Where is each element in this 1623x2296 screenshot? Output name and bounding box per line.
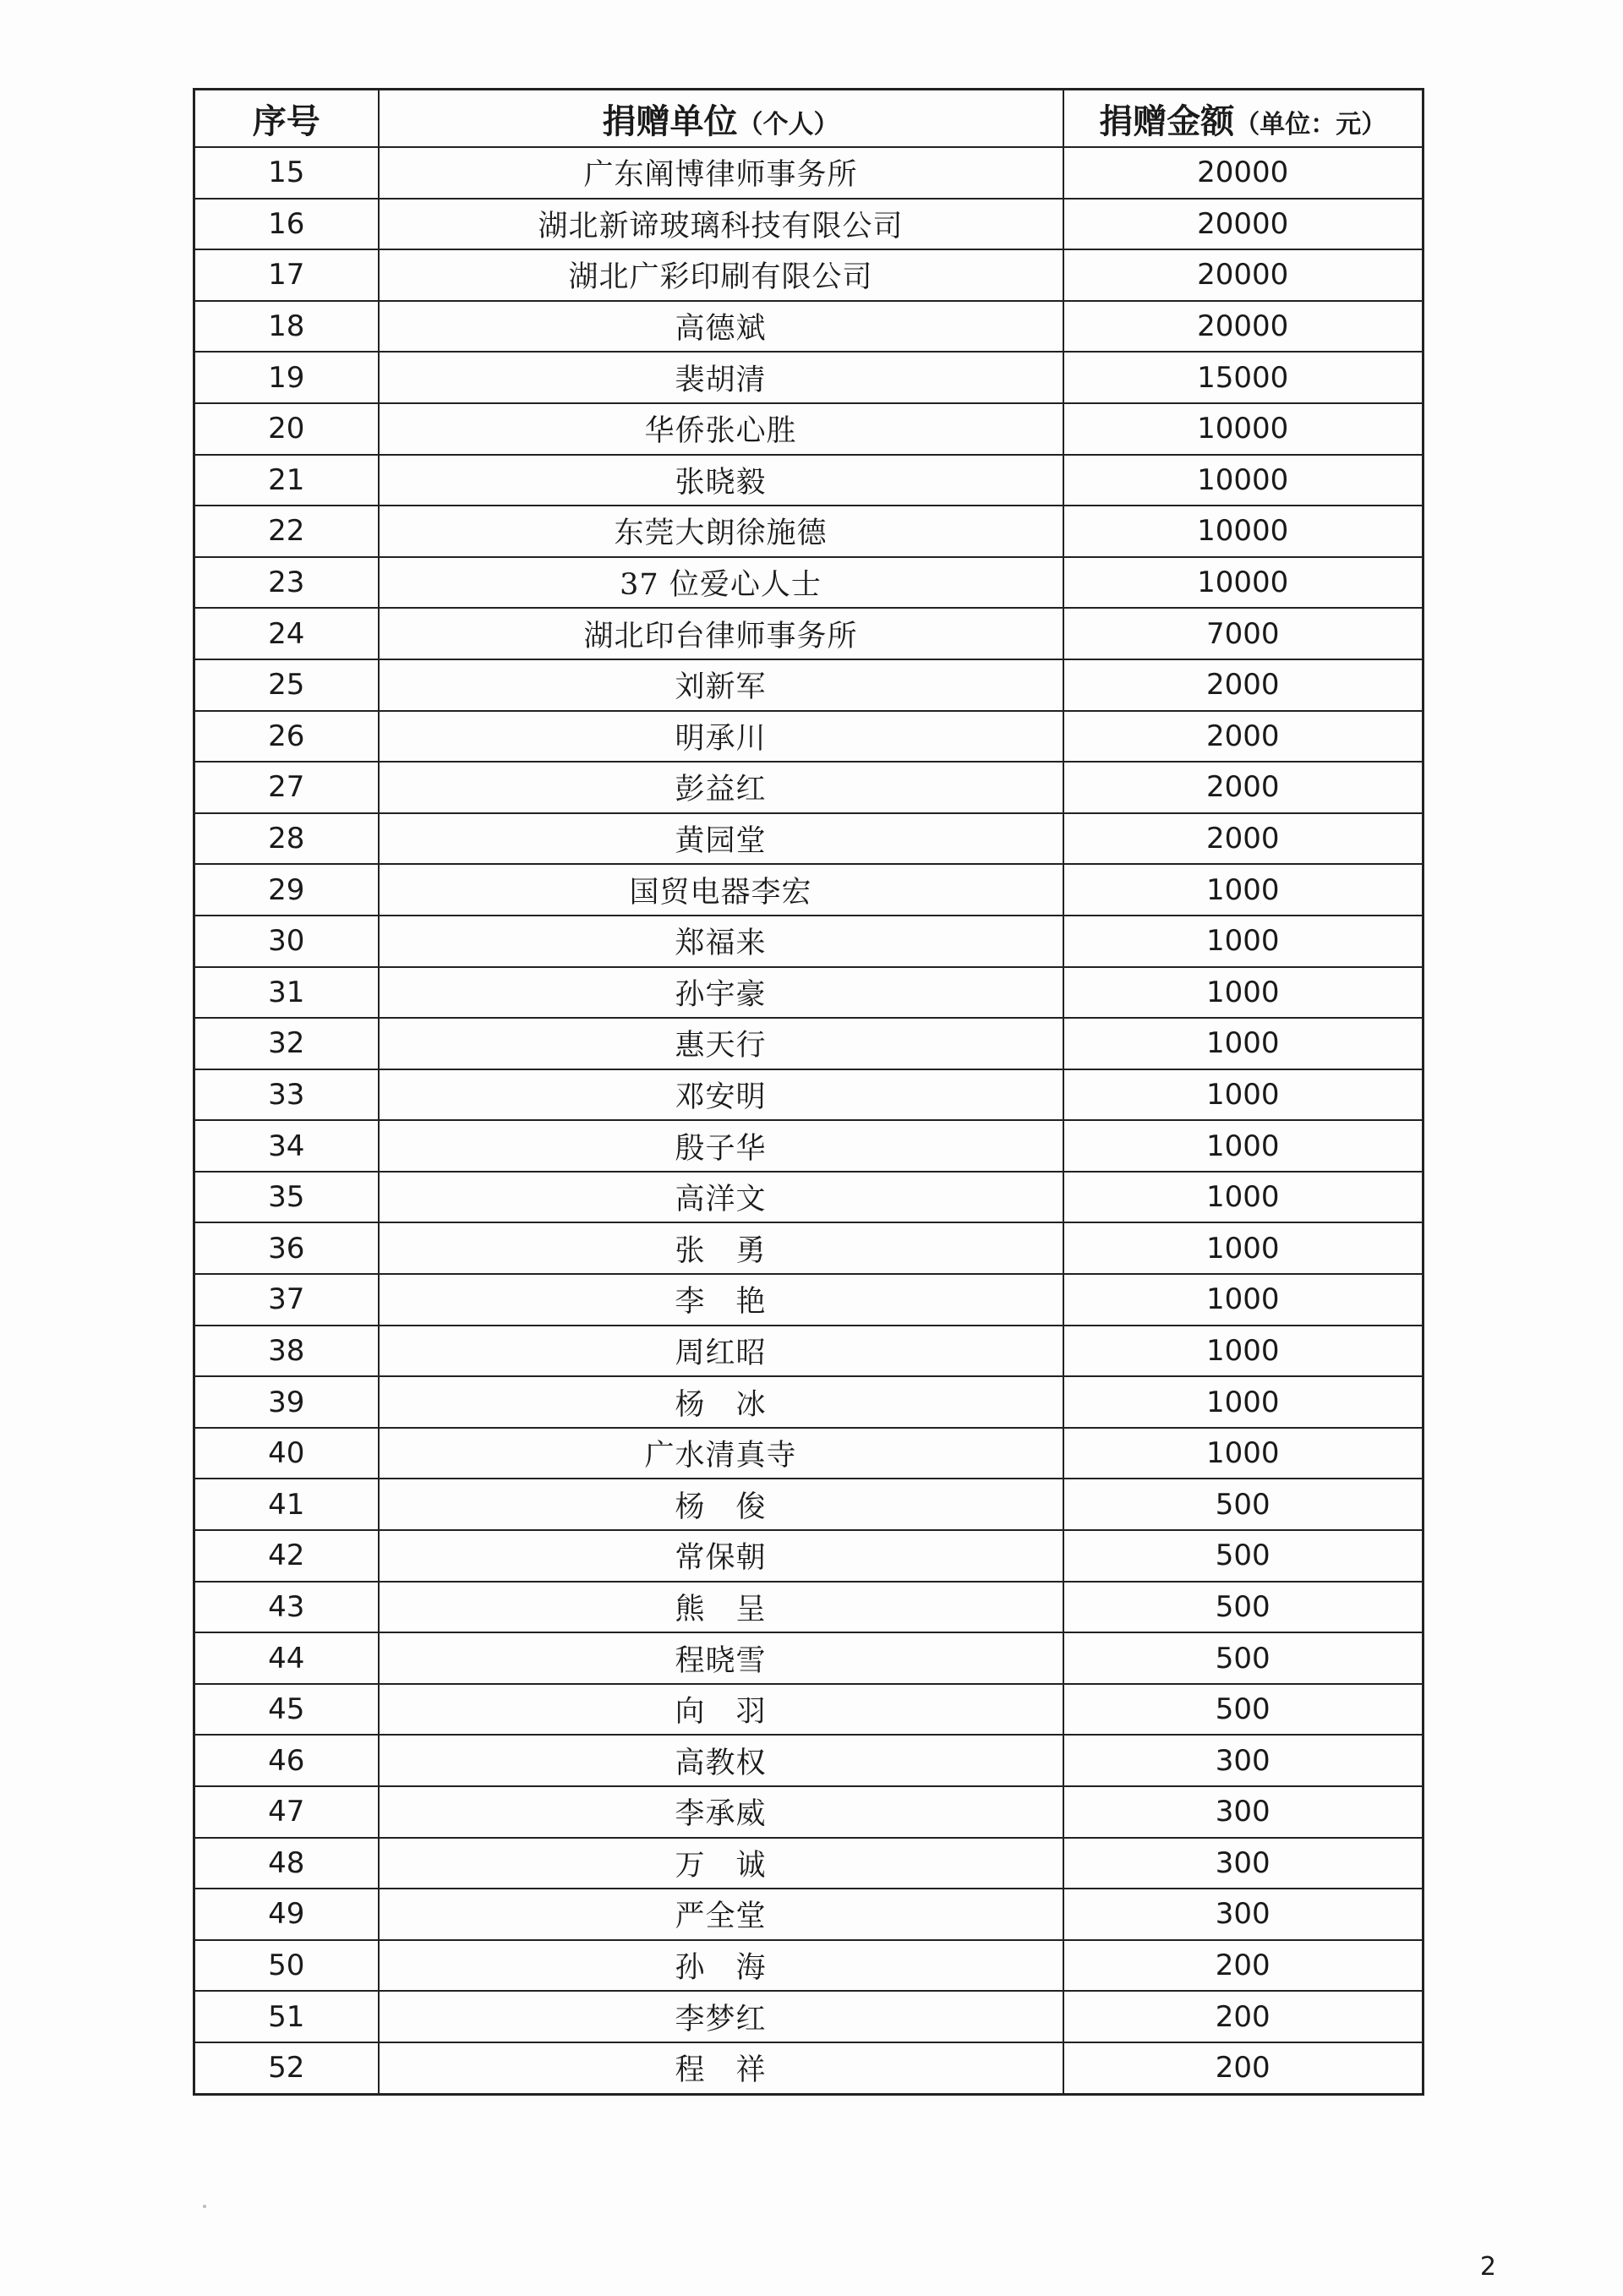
donation-amount: 10000 bbox=[1063, 455, 1424, 506]
row-number: 40 bbox=[194, 1428, 379, 1479]
donation-amount: 500 bbox=[1063, 1582, 1424, 1633]
table-row bbox=[194, 301, 1424, 353]
donor-name: 国贸电器李宏 bbox=[379, 864, 1063, 916]
donation-amount: 2000 bbox=[1063, 762, 1424, 813]
header-donor-note: （个人） bbox=[737, 109, 839, 139]
table-row bbox=[194, 1889, 1424, 1940]
donor-name: 孙宇豪 bbox=[379, 967, 1063, 1019]
donor-name: 邓安明 bbox=[379, 1069, 1063, 1121]
donation-amount: 20000 bbox=[1063, 147, 1424, 199]
donation-amount: 500 bbox=[1063, 1479, 1424, 1530]
donor-name: 东莞大朗徐施德 bbox=[379, 506, 1063, 557]
donation-amount: 20000 bbox=[1063, 301, 1424, 353]
donor-name: 惠天行 bbox=[379, 1018, 1063, 1069]
row-number: 42 bbox=[194, 1530, 379, 1582]
donation-amount: 500 bbox=[1063, 1684, 1424, 1736]
row-number: 43 bbox=[194, 1582, 379, 1633]
table-row bbox=[194, 199, 1424, 250]
donor-name: 明承川 bbox=[379, 711, 1063, 763]
row-number: 35 bbox=[194, 1172, 379, 1223]
row-number: 41 bbox=[194, 1479, 379, 1530]
scan-speck bbox=[203, 2205, 206, 2208]
donation-amount: 1000 bbox=[1063, 1120, 1424, 1172]
table-row bbox=[194, 1120, 1424, 1172]
donor-name: 37 位爱心人士 bbox=[379, 557, 1063, 609]
table-row bbox=[194, 967, 1424, 1019]
donation-amount: 1000 bbox=[1063, 1326, 1424, 1377]
row-number: 28 bbox=[194, 813, 379, 865]
table-row bbox=[194, 1376, 1424, 1428]
table-row bbox=[194, 2042, 1424, 2094]
header-donor-label: 捐赠单位 bbox=[602, 101, 738, 141]
row-number: 23 bbox=[194, 557, 379, 609]
row-number: 30 bbox=[194, 916, 379, 967]
row-number: 29 bbox=[194, 864, 379, 916]
table-row bbox=[194, 455, 1424, 506]
donation-amount: 10000 bbox=[1063, 506, 1424, 557]
donor-name: 湖北广彩印刷有限公司 bbox=[379, 249, 1063, 301]
donation-amount: 200 bbox=[1063, 1991, 1424, 2042]
donation-amount: 1000 bbox=[1063, 1069, 1424, 1121]
donor-name: 彭益红 bbox=[379, 762, 1063, 813]
row-number: 27 bbox=[194, 762, 379, 813]
donation-amount: 7000 bbox=[1063, 608, 1424, 659]
donation-amount: 1000 bbox=[1063, 1428, 1424, 1479]
donation-amount: 500 bbox=[1063, 1632, 1424, 1684]
donation-table bbox=[193, 88, 1424, 2096]
donation-amount: 300 bbox=[1063, 1786, 1424, 1838]
donor-name: 高教权 bbox=[379, 1735, 1063, 1786]
donation-amount: 2000 bbox=[1063, 659, 1424, 711]
table-row bbox=[194, 147, 1424, 199]
table-header bbox=[194, 90, 1424, 148]
donation-amount: 10000 bbox=[1063, 557, 1424, 609]
donor-name: 张 勇 bbox=[379, 1222, 1063, 1274]
row-number: 25 bbox=[194, 659, 379, 711]
row-number: 16 bbox=[194, 199, 379, 250]
donation-amount: 1000 bbox=[1063, 1222, 1424, 1274]
table-row bbox=[194, 1838, 1424, 1889]
table-row bbox=[194, 813, 1424, 865]
donor-name: 裴胡清 bbox=[379, 352, 1063, 403]
donation-amount: 1000 bbox=[1063, 916, 1424, 967]
row-number: 20 bbox=[194, 403, 379, 455]
donor-name: 熊 呈 bbox=[379, 1582, 1063, 1633]
donation-amount: 300 bbox=[1063, 1838, 1424, 1889]
header-no bbox=[194, 90, 379, 148]
row-number: 18 bbox=[194, 301, 379, 353]
donor-name: 杨 俊 bbox=[379, 1479, 1063, 1530]
donor-name: 孙 海 bbox=[379, 1940, 1063, 1992]
table-body bbox=[194, 147, 1424, 2094]
table-row bbox=[194, 1940, 1424, 1992]
table-row bbox=[194, 1428, 1424, 1479]
donation-amount: 2000 bbox=[1063, 813, 1424, 865]
donor-name: 广水清真寺 bbox=[379, 1428, 1063, 1479]
row-number: 49 bbox=[194, 1889, 379, 1940]
table-row bbox=[194, 659, 1424, 711]
donor-name: 张晓毅 bbox=[379, 455, 1063, 506]
row-number: 22 bbox=[194, 506, 379, 557]
donation-amount: 1000 bbox=[1063, 1018, 1424, 1069]
table-row bbox=[194, 1632, 1424, 1684]
table-row bbox=[194, 1172, 1424, 1223]
donor-name: 郑福来 bbox=[379, 916, 1063, 967]
table-row bbox=[194, 1530, 1424, 1582]
donation-amount: 1000 bbox=[1063, 1274, 1424, 1326]
row-number: 52 bbox=[194, 2042, 379, 2094]
table-row bbox=[194, 1582, 1424, 1633]
header-amount bbox=[1063, 90, 1424, 148]
donor-name: 程 祥 bbox=[379, 2042, 1063, 2094]
header-no-label: 序号 bbox=[252, 101, 320, 141]
row-number: 51 bbox=[194, 1991, 379, 2042]
table-row bbox=[194, 762, 1424, 813]
donor-name: 高洋文 bbox=[379, 1172, 1063, 1223]
header-amount-label: 捐赠金额 bbox=[1099, 101, 1235, 141]
donor-name: 华侨张心胜 bbox=[379, 403, 1063, 455]
row-number: 44 bbox=[194, 1632, 379, 1684]
table-row bbox=[194, 506, 1424, 557]
donation-amount: 20000 bbox=[1063, 249, 1424, 301]
row-number: 45 bbox=[194, 1684, 379, 1736]
table-row bbox=[194, 1991, 1424, 2042]
table-row bbox=[194, 1326, 1424, 1377]
donor-name: 高德斌 bbox=[379, 301, 1063, 353]
table-row bbox=[194, 916, 1424, 967]
row-number: 38 bbox=[194, 1326, 379, 1377]
table-row bbox=[194, 249, 1424, 301]
donation-amount: 300 bbox=[1063, 1735, 1424, 1786]
table-row bbox=[194, 403, 1424, 455]
row-number: 21 bbox=[194, 455, 379, 506]
row-number: 17 bbox=[194, 249, 379, 301]
row-number: 31 bbox=[194, 967, 379, 1019]
table-row bbox=[194, 1069, 1424, 1121]
row-number: 47 bbox=[194, 1786, 379, 1838]
donation-amount: 15000 bbox=[1063, 352, 1424, 403]
donation-amount: 200 bbox=[1063, 1940, 1424, 1992]
donor-name: 周红昭 bbox=[379, 1326, 1063, 1377]
table-row bbox=[194, 711, 1424, 763]
table-row bbox=[194, 557, 1424, 609]
table-row bbox=[194, 1684, 1424, 1736]
donation-amount: 500 bbox=[1063, 1530, 1424, 1582]
table-row bbox=[194, 1479, 1424, 1530]
donor-name: 杨 冰 bbox=[379, 1376, 1063, 1428]
row-number: 36 bbox=[194, 1222, 379, 1274]
row-number: 37 bbox=[194, 1274, 379, 1326]
row-number: 34 bbox=[194, 1120, 379, 1172]
donation-amount: 1000 bbox=[1063, 967, 1424, 1019]
donation-amount: 200 bbox=[1063, 2042, 1424, 2094]
table-row bbox=[194, 1786, 1424, 1838]
donation-amount: 10000 bbox=[1063, 403, 1424, 455]
row-number: 33 bbox=[194, 1069, 379, 1121]
donor-name: 向 羽 bbox=[379, 1684, 1063, 1736]
table-row bbox=[194, 1735, 1424, 1786]
table-row bbox=[194, 864, 1424, 916]
donor-name: 广东阐博律师事务所 bbox=[379, 147, 1063, 199]
donor-name: 常保朝 bbox=[379, 1530, 1063, 1582]
donation-amount: 1000 bbox=[1063, 864, 1424, 916]
row-number: 32 bbox=[194, 1018, 379, 1069]
donor-name: 李承威 bbox=[379, 1786, 1063, 1838]
table-row bbox=[194, 1018, 1424, 1069]
donor-name: 黄园堂 bbox=[379, 813, 1063, 865]
table-row bbox=[194, 352, 1424, 403]
donor-name: 程晓雪 bbox=[379, 1632, 1063, 1684]
row-number: 15 bbox=[194, 147, 379, 199]
row-number: 39 bbox=[194, 1376, 379, 1428]
row-number: 19 bbox=[194, 352, 379, 403]
page-number: 2 bbox=[1479, 2252, 1496, 2282]
donation-amount: 1000 bbox=[1063, 1376, 1424, 1428]
donor-name: 刘新军 bbox=[379, 659, 1063, 711]
row-number: 50 bbox=[194, 1940, 379, 1992]
row-number: 46 bbox=[194, 1735, 379, 1786]
donor-name: 殷子华 bbox=[379, 1120, 1063, 1172]
donor-name: 李 艳 bbox=[379, 1274, 1063, 1326]
row-number: 24 bbox=[194, 608, 379, 659]
donation-amount: 1000 bbox=[1063, 1172, 1424, 1223]
donor-name: 李梦红 bbox=[379, 1991, 1063, 2042]
header-row bbox=[194, 90, 1424, 148]
table-row bbox=[194, 608, 1424, 659]
donation-amount: 2000 bbox=[1063, 711, 1424, 763]
header-donor bbox=[379, 90, 1063, 148]
row-number: 48 bbox=[194, 1838, 379, 1889]
row-number: 26 bbox=[194, 711, 379, 763]
donor-name: 万 诚 bbox=[379, 1838, 1063, 1889]
donor-name: 严全堂 bbox=[379, 1889, 1063, 1940]
donation-amount: 300 bbox=[1063, 1889, 1424, 1940]
donor-name: 湖北新谛玻璃科技有限公司 bbox=[379, 199, 1063, 250]
donor-name: 湖北印台律师事务所 bbox=[379, 608, 1063, 659]
donation-amount: 20000 bbox=[1063, 199, 1424, 250]
table-row bbox=[194, 1274, 1424, 1326]
header-amount-note: （单位：元） bbox=[1234, 109, 1387, 139]
table-row bbox=[194, 1222, 1424, 1274]
